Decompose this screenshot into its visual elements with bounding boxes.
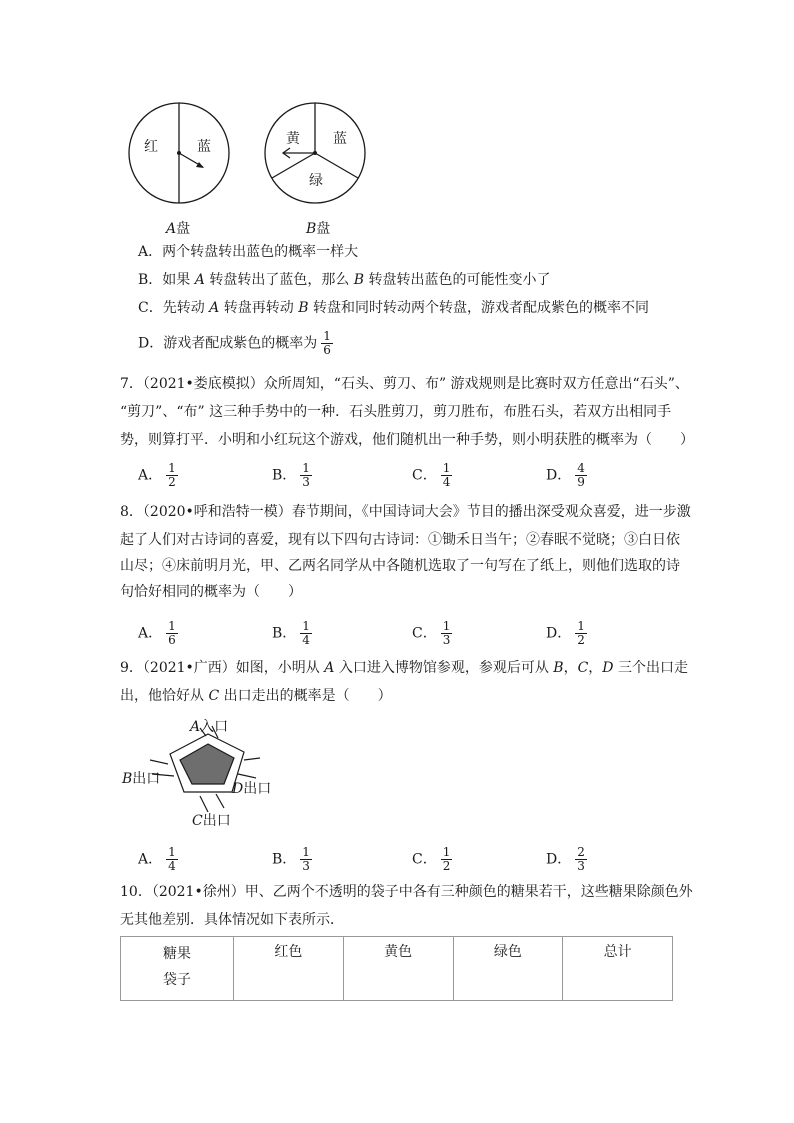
spinner-b-label-yellow: 黄 — [286, 131, 300, 147]
q9-line-2: 出，他恰好从 C 出口走出的概率是（ ） — [120, 688, 392, 704]
q8-line-1: 8．（2020•呼和浩特一模）春节期间，《中国诗词大会》节目的播出深受观众喜爱，进一步激 — [120, 504, 691, 520]
exit-b-wall — [150, 760, 168, 764]
table-row — [121, 937, 673, 1001]
q8-line-4: 句恰好相同的概率为（ ） — [120, 584, 302, 600]
q8-line-3: 山尽；④床前明月光，甲、乙两名同学从中各随机选取了一句写在了纸上，则他们选取的诗 — [120, 558, 680, 574]
q9-option-b: B． $\frac{1}{3}$ — [272, 845, 310, 873]
q8-option-a: A． $\frac{1}{6}$ — [138, 619, 176, 647]
exit-d-label: D出口 — [232, 781, 272, 797]
table-header-red: 红色 — [234, 937, 344, 1001]
table-header-yellow: 黄色 — [343, 937, 453, 1001]
spinner-a-figure — [126, 100, 232, 206]
q6-option-b: B．如果 A 转盘转出了蓝色，那么 B 转盘转出蓝色的可能性变小了 — [138, 272, 551, 288]
table-header-green: 绿色 — [453, 937, 563, 1001]
q8-option-d: D． $\frac{1}{2}$ — [546, 619, 585, 647]
table-corner-cell — [121, 937, 234, 1001]
corner-bottom-label: 袋子 — [163, 972, 191, 988]
spinner-a-caption: A盘 — [166, 221, 191, 237]
q10-line-1: 10．（2021•徐州）甲、乙两个不透明的袋子中各有三种颜色的糖果若干，这些糖果除颜色外 — [120, 884, 693, 900]
spinner-a-label-red: 红 — [144, 139, 158, 155]
q10-line-2: 无其他差别．具体情况如下表所示． — [120, 912, 344, 928]
spinner-b-label-green: 绿 — [309, 173, 323, 189]
spinner-a-label-blue: 蓝 — [197, 139, 211, 155]
entrance-a-label: A入口 — [190, 719, 229, 735]
spinner-b-figure — [262, 100, 368, 206]
table-header-total: 总计 — [563, 937, 673, 1001]
q7-option-d: D． $\frac{4}{9}$ — [546, 461, 585, 489]
q9-option-c: C． $\frac{1}{2}$ — [412, 845, 451, 873]
q7-option-a: A． $\frac{1}{2}$ — [138, 461, 176, 489]
corner-top-label: 糖果 — [163, 946, 191, 962]
exit-c-wall — [216, 794, 224, 808]
q6-option-a: A．两个转盘转出蓝色的概率一样大 — [138, 244, 359, 260]
candy-table — [120, 936, 673, 1001]
q8-option-c: C． $\frac{1}{3}$ — [412, 619, 451, 647]
q8-option-b: B． $\frac{1}{4}$ — [272, 619, 310, 647]
exit-c-label: C出口 — [192, 813, 231, 829]
exit-d-wall — [244, 758, 260, 760]
spinner-b-caption: B盘 — [306, 221, 331, 237]
q6-option-c: C．先转动 A 转盘再转动 B 转盘和同时转动两个转盘，游戏者配成紫色的概率不同 — [138, 300, 649, 316]
q7-line-1: 7．（2021•娄底模拟）众所周知，“石头、剪刀、布” 游戏规则是比赛时双方任意出“石头”、 — [120, 376, 689, 392]
spinner-b-label-blue: 蓝 — [333, 131, 347, 147]
q8-line-2: 起了人们对古诗词的喜爱，现有以下四句古诗词：①锄禾日当午；②春眠不觉晓；③白日依 — [120, 532, 680, 548]
q7-line-3: 势，则算打平．小明和小红玩这个游戏，他们随机出一种手势，则小明获胜的概率为（ ） — [120, 432, 694, 448]
exit-b-label: B出口 — [122, 771, 161, 787]
q9-line-1: 9．（2021•广西）如图，小明从 A 入口进入博物馆参观，参观后可从 B，C，D 三个出口走 — [120, 660, 688, 676]
q9-option-d: D． $\frac{2}{3}$ — [546, 845, 585, 873]
q7-line-2: “剪刀”、“布” 这三种手势中的一种．石头胜剪刀，剪刀胜布，布胜石头，若双方出相同手 — [120, 404, 672, 420]
q7-option-b: B． $\frac{1}{3}$ — [272, 461, 310, 489]
museum-building — [180, 744, 234, 784]
q7-option-c: C． $\frac{1}{4}$ — [412, 461, 451, 489]
q9-option-a: A． $\frac{1}{4}$ — [138, 845, 176, 873]
fraction: $\frac{1}{6}$ — [323, 329, 331, 357]
q6-option-d: D．游戏者配成紫色的概率为 $\frac{1}{6}$ — [138, 329, 331, 357]
